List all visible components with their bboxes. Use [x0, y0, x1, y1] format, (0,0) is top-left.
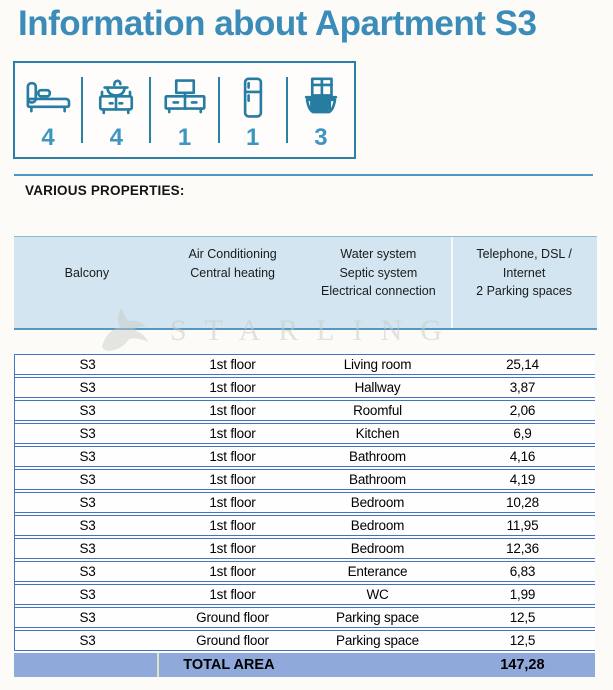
cell-room: Enterance — [347, 564, 408, 579]
section-divider-line — [14, 174, 593, 176]
properties-header — [14, 236, 597, 330]
cell-room: Bathroom — [349, 449, 406, 464]
amenity-beds — [15, 63, 81, 157]
cell-area: 6,83 — [509, 564, 536, 579]
cell-floor: 1st floor — [209, 564, 256, 579]
cell-area: 12,5 — [509, 610, 536, 625]
cell-floor: 1st floor — [209, 495, 256, 510]
watermark-text: STARLING — [170, 314, 460, 347]
area-table — [14, 354, 595, 677]
cell-floor: 1st floor — [209, 518, 256, 533]
table-row — [15, 561, 595, 582]
cell-floor: 1st floor — [209, 403, 256, 418]
amenity-count: 1 — [177, 124, 192, 151]
total-value: 147,28 — [500, 657, 545, 673]
total-spacer — [14, 653, 159, 677]
cell-area: 12,5 — [509, 633, 536, 648]
cell-room: Bedroom — [350, 518, 405, 533]
cell-room: WC — [366, 587, 389, 602]
cell-floor: 1st floor — [209, 426, 256, 441]
amenity-tv — [151, 63, 217, 157]
table-row — [15, 377, 595, 398]
cell-unit: S3 — [79, 633, 96, 648]
table-row — [15, 607, 595, 628]
cell-room: Roomful — [353, 403, 402, 418]
bathroom-vanity-icon — [88, 72, 144, 124]
cell-unit: S3 — [79, 380, 96, 395]
cell-area: 1,99 — [509, 587, 536, 602]
cell-room: Bathroom — [349, 472, 406, 487]
cell-area: 2,06 — [509, 403, 536, 418]
cell-floor: Ground floor — [196, 633, 269, 648]
cell-floor: 1st floor — [209, 449, 256, 464]
table-row — [15, 538, 595, 559]
cell-area: 10,28 — [506, 495, 539, 510]
cell-area: 11,95 — [506, 518, 539, 533]
amenity-refrigerator — [220, 63, 286, 157]
total-row — [14, 653, 595, 677]
cell-area: 4,16 — [509, 449, 536, 464]
cell-area: 25,14 — [506, 357, 539, 372]
cell-unit: S3 — [79, 495, 96, 510]
cell-floor: 1st floor — [209, 380, 256, 395]
amenity-count: 3 — [314, 124, 328, 151]
properties-col-systems: Water system Septic system Electrical connection — [321, 247, 436, 298]
page-title: Information about Apartment S3 — [18, 4, 537, 43]
cell-unit: S3 — [79, 610, 96, 625]
table-row — [15, 492, 595, 513]
cell-area: 4,19 — [509, 472, 536, 487]
cell-area: 3,87 — [509, 380, 536, 395]
table-row — [15, 515, 595, 536]
tv-stand-icon — [157, 72, 213, 124]
cell-room: Bedroom — [350, 495, 405, 510]
cell-room: Living room — [343, 357, 412, 372]
cell-unit: S3 — [79, 587, 96, 602]
cell-unit: S3 — [79, 564, 96, 579]
cell-floor: 1st floor — [209, 472, 256, 487]
total-label: TOTAL AREA — [183, 657, 275, 673]
cell-floor: Ground floor — [196, 610, 269, 625]
table-row — [15, 400, 595, 421]
table-row — [15, 469, 595, 490]
cell-room: Parking space — [336, 610, 419, 625]
amenity-count: 4 — [41, 124, 55, 151]
cell-floor: 1st floor — [209, 587, 256, 602]
properties-col-services: Telephone, DSL / Internet 2 Parking spaces — [476, 247, 573, 298]
cell-unit: S3 — [79, 357, 96, 372]
cell-floor: 1st floor — [209, 357, 256, 372]
refrigerator-icon — [225, 72, 281, 124]
cell-unit: S3 — [79, 426, 96, 441]
amenities-summary — [13, 61, 356, 159]
cell-unit: S3 — [79, 449, 96, 464]
table-row — [15, 446, 595, 467]
table-row — [15, 354, 595, 375]
cell-room: Bedroom — [350, 541, 405, 556]
area-table-rows — [14, 354, 595, 651]
cell-unit: S3 — [79, 403, 96, 418]
cell-area: 12,36 — [506, 541, 539, 556]
cell-area: 6,9 — [513, 426, 532, 441]
cell-unit: S3 — [79, 472, 96, 487]
cell-floor: 1st floor — [209, 541, 256, 556]
amenity-balconies — [288, 63, 354, 157]
bed-icon — [20, 72, 76, 124]
cell-unit: S3 — [79, 541, 96, 556]
table-row — [15, 423, 595, 444]
properties-column-divider — [451, 237, 453, 328]
table-row — [15, 630, 595, 651]
table-row — [15, 584, 595, 605]
cell-room: Kitchen — [355, 426, 400, 441]
cell-room: Parking space — [336, 633, 419, 648]
amenity-bathrooms — [83, 63, 149, 157]
amenity-count: 4 — [109, 124, 123, 151]
cell-room: Hallway — [354, 380, 401, 395]
balcony-icon — [293, 72, 349, 124]
various-properties-heading: VARIOUS PROPERTIES: — [25, 183, 185, 198]
properties-col-balcony: Balcony — [64, 266, 110, 280]
properties-col-climate: Air Conditioning Central heating — [188, 247, 277, 280]
amenity-count: 1 — [246, 124, 260, 151]
cell-unit: S3 — [79, 518, 96, 533]
